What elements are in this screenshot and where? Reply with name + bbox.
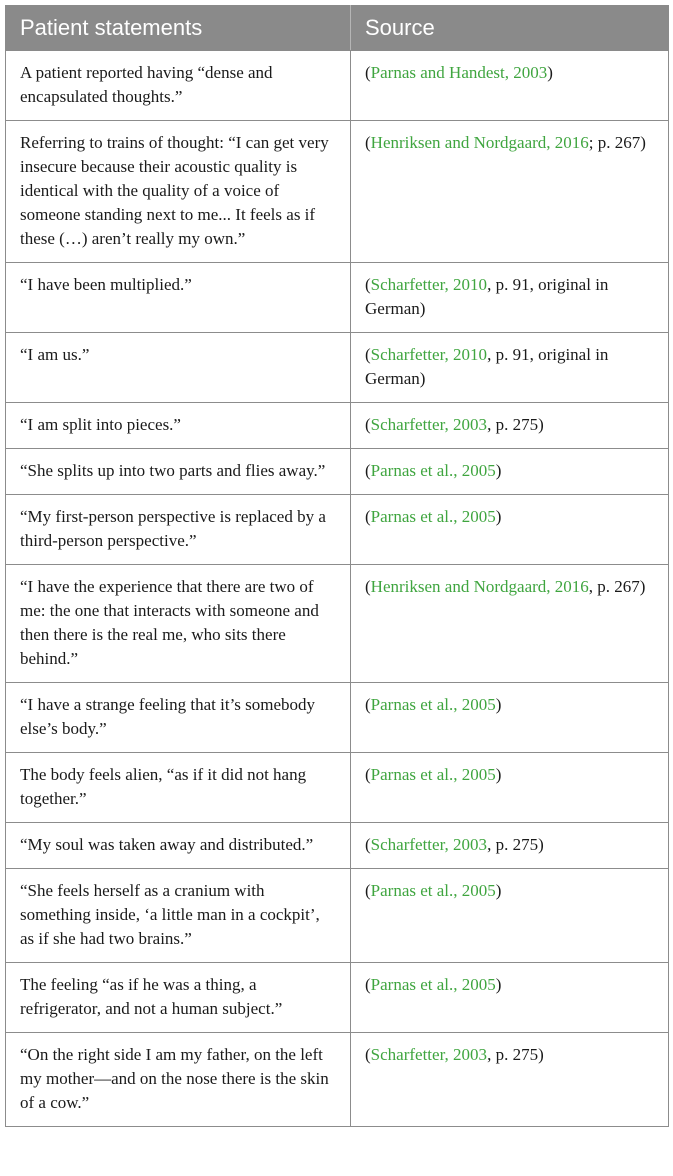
citation-suffix: ) bbox=[495, 461, 502, 480]
statement-cell: “My first-person perspective is replaced by a third-person perspective.” bbox=[6, 495, 351, 565]
citation-link[interactable]: Henriksen and Nordgaard, 2016 bbox=[370, 133, 589, 152]
statement-cell: A patient reported having “dense and encapsulated thoughts.” bbox=[6, 51, 351, 121]
table-row bbox=[6, 263, 669, 333]
table-row bbox=[6, 565, 669, 683]
source-cell bbox=[351, 263, 669, 333]
table-row bbox=[6, 449, 669, 495]
statement-cell: “I am split into pieces.” bbox=[6, 403, 351, 449]
citation-link[interactable]: Scharfetter, 2003 bbox=[370, 835, 488, 854]
source-cell bbox=[351, 333, 669, 403]
citation-suffix: ) bbox=[547, 63, 553, 82]
table-header bbox=[6, 6, 669, 51]
open-paren: ( bbox=[365, 345, 371, 364]
header-patient-statements: Patient statements bbox=[6, 6, 351, 51]
table-body bbox=[6, 51, 669, 1127]
table-row bbox=[6, 869, 669, 963]
statement-cell: The body feels alien, “as if it did not hang together.” bbox=[6, 753, 351, 823]
source-cell bbox=[351, 963, 669, 1033]
open-paren: ( bbox=[365, 765, 371, 784]
statement-cell: “My soul was taken away and distributed.” bbox=[6, 823, 351, 869]
open-paren: ( bbox=[365, 1045, 371, 1064]
citation-link[interactable]: Scharfetter, 2010 bbox=[370, 275, 488, 294]
citation-link[interactable]: Parnas et al., 2005 bbox=[370, 507, 496, 526]
source-cell bbox=[351, 753, 669, 823]
statement-cell: Referring to trains of thought: “I can get very insecure because their acoustic quality is identical with the quality of a voice of someone standing next to me... It feels as if these (…) aren’t really my own.” bbox=[6, 121, 351, 263]
citation-link[interactable]: Parnas and Handest, 2003 bbox=[370, 63, 548, 82]
statement-cell: “I have a strange feeling that it’s somebody else’s body.” bbox=[6, 683, 351, 753]
citation-link[interactable]: Parnas et al., 2005 bbox=[370, 975, 496, 994]
source-cell bbox=[351, 1033, 669, 1127]
source-cell bbox=[351, 449, 669, 495]
open-paren: ( bbox=[365, 881, 371, 900]
statement-cell: “She splits up into two parts and flies away.” bbox=[6, 449, 351, 495]
citation-link[interactable]: Scharfetter, 2003 bbox=[370, 415, 488, 434]
citation-suffix: ) bbox=[495, 695, 502, 714]
table-row bbox=[6, 121, 669, 263]
table-row bbox=[6, 333, 669, 403]
open-paren: ( bbox=[365, 695, 371, 714]
statements-table-container bbox=[5, 5, 668, 1127]
citation-suffix: , p. 275) bbox=[487, 415, 544, 434]
statement-cell: “I have the experience that there are two of me: the one that interacts with someone and then there is the real me, who sits there behind.” bbox=[6, 565, 351, 683]
source-cell bbox=[351, 869, 669, 963]
citation-link[interactable]: Parnas et al., 2005 bbox=[370, 461, 496, 480]
source-cell bbox=[351, 403, 669, 449]
citation-link[interactable]: Scharfetter, 2010 bbox=[370, 345, 488, 364]
citation-suffix: ) bbox=[495, 975, 502, 994]
header-row bbox=[6, 6, 669, 51]
table-row bbox=[6, 495, 669, 565]
open-paren: ( bbox=[365, 133, 371, 152]
open-paren: ( bbox=[365, 415, 371, 434]
table-row bbox=[6, 403, 669, 449]
citation-suffix: , p. 91, original in German) bbox=[365, 345, 609, 388]
statement-cell: “I have been multiplied.” bbox=[6, 263, 351, 333]
citation-suffix: ) bbox=[495, 765, 502, 784]
citation-link[interactable]: Parnas et al., 2005 bbox=[370, 881, 496, 900]
table-row bbox=[6, 963, 669, 1033]
citation-link[interactable]: Parnas et al., 2005 bbox=[370, 765, 496, 784]
statement-cell: The feeling “as if he was a thing, a refrigerator, and not a human subject.” bbox=[6, 963, 351, 1033]
table-row bbox=[6, 1033, 669, 1127]
table-row bbox=[6, 51, 669, 121]
source-cell bbox=[351, 51, 669, 121]
open-paren: ( bbox=[365, 835, 371, 854]
open-paren: ( bbox=[365, 461, 371, 480]
citation-suffix: ) bbox=[495, 881, 502, 900]
citation-suffix: ) bbox=[495, 507, 502, 526]
citation-suffix: , p. 267) bbox=[588, 577, 646, 596]
source-cell bbox=[351, 121, 669, 263]
open-paren: ( bbox=[365, 975, 371, 994]
citation-link[interactable]: Scharfetter, 2003 bbox=[370, 1045, 488, 1064]
table-row bbox=[6, 683, 669, 753]
statement-cell: “She feels herself as a cranium with something inside, ‘a little man in a cockpit’, as if she had two brains.” bbox=[6, 869, 351, 963]
citation-suffix: , p. 91, original in German) bbox=[365, 275, 609, 318]
header-source: Source bbox=[351, 6, 669, 51]
citation-suffix: , p. 275) bbox=[487, 1045, 544, 1064]
statement-cell: “I am us.” bbox=[6, 333, 351, 403]
citation-suffix: ; p. 267) bbox=[588, 133, 646, 152]
source-cell bbox=[351, 823, 669, 869]
table-row bbox=[6, 753, 669, 823]
source-cell bbox=[351, 565, 669, 683]
open-paren: ( bbox=[365, 507, 371, 526]
statement-cell: “On the right side I am my father, on the left my mother—and on the nose there is the skin of a cow.” bbox=[6, 1033, 351, 1127]
citation-suffix: , p. 275) bbox=[487, 835, 544, 854]
source-cell bbox=[351, 683, 669, 753]
open-paren: ( bbox=[365, 577, 371, 596]
source-cell bbox=[351, 495, 669, 565]
citation-link[interactable]: Henriksen and Nordgaard, 2016 bbox=[370, 577, 589, 596]
open-paren: ( bbox=[365, 63, 371, 82]
citation-link[interactable]: Parnas et al., 2005 bbox=[370, 695, 496, 714]
statements-table bbox=[5, 5, 669, 1127]
table-row bbox=[6, 823, 669, 869]
open-paren: ( bbox=[365, 275, 371, 294]
